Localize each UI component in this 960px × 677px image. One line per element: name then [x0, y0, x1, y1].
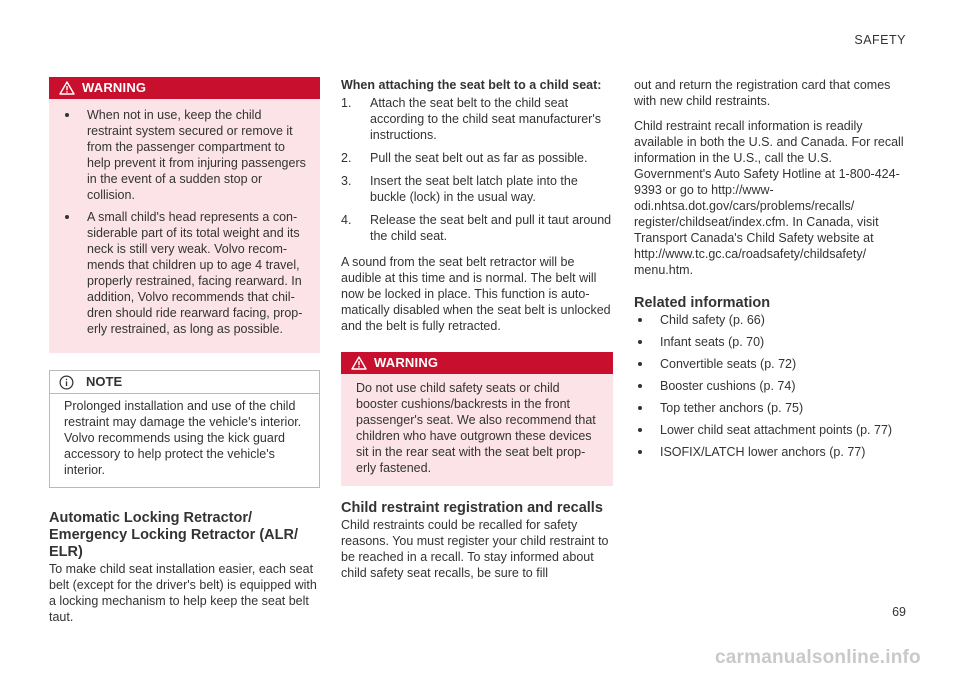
- related-link[interactable]: Booster cushions (p. 74): [634, 378, 906, 394]
- steps-list: [341, 95, 613, 244]
- warning-title: WARNING: [374, 355, 439, 370]
- related-link[interactable]: Convertible seats (p. 72): [634, 356, 906, 372]
- note-text: Prolonged installation and use of the child restraint may damage the vehicle's interior. Volvo recommends using the kick guard accessory to help protect the vehicle's interior.: [64, 399, 302, 477]
- related-link[interactable]: Infant seats (p. 70): [634, 334, 906, 350]
- steps-subheading: When attaching the seat belt to a child seat:: [341, 78, 602, 92]
- step-item: [341, 212, 613, 244]
- section-heading-registration: Child restraint registration and recalls: [341, 500, 603, 516]
- warning-item: A small child's head represents a considerable part of its total weight and its neck is still very weak. Volvo recommends that children up to age 4 travel, properly restrained, facing rearward. In addition, Volvo recommends that children should ride rearward facing, properly restrained, as long as possible.: [61, 209, 308, 337]
- related-link[interactable]: Lower child seat attachment points (p. 77): [634, 422, 906, 438]
- warning-box: [341, 352, 613, 486]
- related-links-list: [634, 312, 906, 460]
- warning-list: [61, 107, 308, 337]
- info-icon: [59, 375, 74, 390]
- page-number: 69: [892, 605, 906, 619]
- step-item: [341, 95, 613, 143]
- warning-title: WARNING: [82, 80, 147, 95]
- warning-triangle-icon: [351, 356, 367, 370]
- running-header: SAFETY: [854, 33, 906, 47]
- step-number: 1.: [341, 96, 352, 110]
- column-left: [49, 77, 320, 625]
- warning-box: [49, 77, 320, 353]
- step-text: Pull the seat belt out as far as possible.: [370, 151, 588, 165]
- related-link[interactable]: Child safety (p. 66): [634, 312, 906, 328]
- warning-text: Do not use child safety seats or child booster cushions/backrests in the front passenger's seat. We also recommend that children who have outgrown these devices sit in the rear seat with the seat belt properly fastened.: [356, 381, 596, 475]
- note-header: [50, 371, 319, 394]
- related-information-heading: Related information: [634, 295, 771, 311]
- section-heading-alr-elr: Automatic Locking Retractor/ Emergency Locking Retractor (ALR/ ELR): [49, 510, 298, 560]
- note-box: [49, 370, 320, 488]
- step-item: [341, 173, 613, 205]
- watermark-text: carmanualsonline.info: [715, 647, 921, 668]
- warning-header: [49, 77, 320, 99]
- section-text-registration: Child restraints could be recalled for safety reasons. You must register your child restraint to be reached in a recall. To stay informed about child safety seat recalls, be sure to fill: [341, 518, 609, 580]
- column-middle: [341, 77, 613, 581]
- step-number: 2.: [341, 151, 352, 165]
- note-title: NOTE: [86, 374, 123, 389]
- step-item: [341, 150, 613, 166]
- related-link[interactable]: Top tether anchors (p. 75): [634, 400, 906, 416]
- retractor-paragraph: A sound from the seat belt retractor will be audible at this time and is normal. The belt will now be locked in place. This function is automatically disabled when the seat belt is unlocked and the belt is fully retracted.: [341, 255, 611, 333]
- related-link[interactable]: ISOFIX/LATCH lower anchors (p. 77): [634, 444, 906, 460]
- step-number: 4.: [341, 213, 352, 227]
- registration-continued: out and return the registration card that comes with new child restraints.: [634, 78, 891, 108]
- recall-info-paragraph: Child restraint recall information is readily available in both the U.S. and Canada. For recall information in the U.S., call the U.S. Government's Auto Safety Hotline at 1-800-424-9393 or go to http://www-odi.nhtsa.dot.gov/cars/problems/recalls/ register/childseat/index.cfm. In Canada, visit Transport Canada's Child Safety website at http://www.tc.gc.ca/roadsafety/childsafety/ menu.htm.: [634, 119, 904, 277]
- step-text: Attach the seat belt to the child seat according to the child seat manufacturer's instructions.: [370, 96, 601, 142]
- step-text: Insert the seat belt latch plate into the buckle (lock) in the usual way.: [370, 174, 578, 204]
- warning-header: [341, 352, 613, 374]
- section-text-alr-elr: To make child seat installation easier, each seat belt (except for the driver's belt) is equipped with a locking mechanism to help keep the seat belt taut.: [49, 562, 317, 624]
- warning-triangle-icon: [59, 81, 75, 95]
- warning-item: When not in use, keep the child restraint system secured or remove it from the passenger compartment to help prevent it from injuring passengers in the event of a sudden stop or collision.: [61, 107, 308, 203]
- column-right: [634, 77, 906, 466]
- step-text: Release the seat belt and pull it taut around the child seat.: [370, 213, 612, 243]
- step-number: 3.: [341, 174, 352, 188]
